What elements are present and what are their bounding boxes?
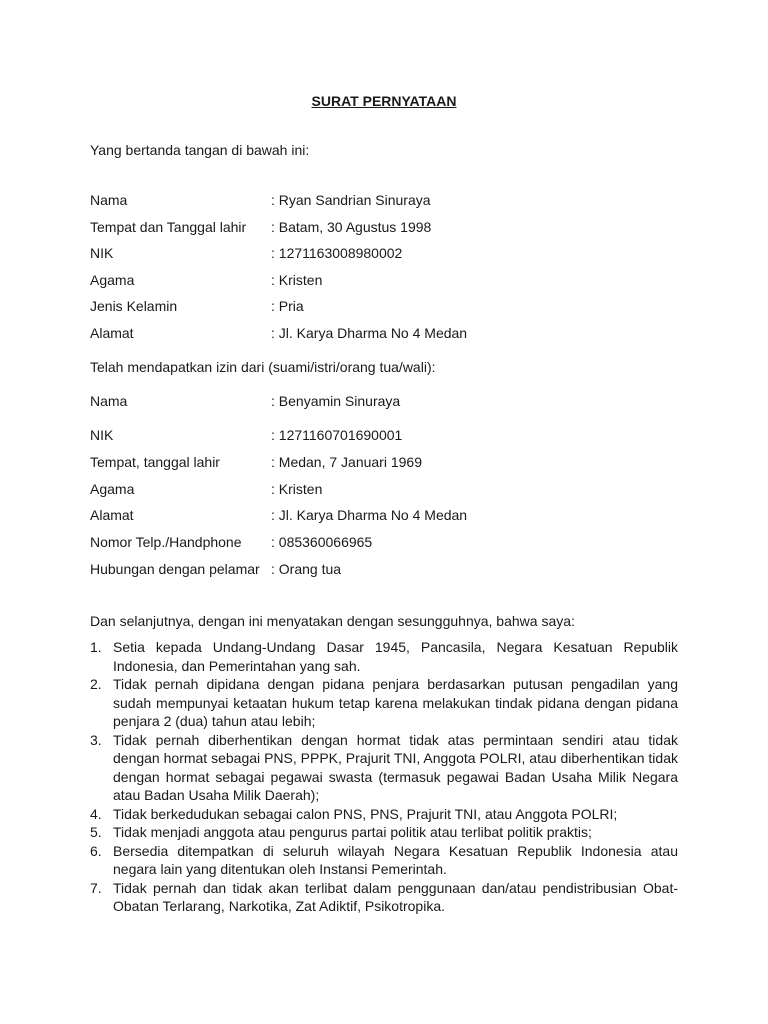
list-text: Setia kepada Undang-Undang Dasar 1945, Pancasila, Negara Kesatuan Republik Indonesia, dan Pemerintahan yang sah. — [113, 639, 678, 674]
list-number: 4. — [90, 805, 102, 822]
list-number: 7. — [90, 879, 102, 896]
list-item — [90, 842, 678, 879]
field-label: Alamat — [90, 325, 134, 341]
applicant-row-nama — [90, 191, 431, 209]
field-label: Tempat, tanggal lahir — [90, 454, 220, 470]
field-label: Agama — [90, 481, 135, 497]
field-label: Nama — [90, 393, 128, 409]
list-item — [90, 638, 678, 675]
field-label: Tempat dan Tanggal lahir — [90, 219, 247, 235]
document-title: SURAT PERNYATAAN — [311, 93, 457, 109]
field-value: : Orang tua — [271, 561, 342, 577]
field-value: : 1271163008980002 — [271, 245, 403, 261]
list-number: 1. — [90, 639, 102, 655]
list-item — [90, 805, 678, 824]
list-text: Tidak pernah dipidana dengan pidana penjara berdasarkan putusan pengadilan yang sudah mempunyai ketaatan hukum tetap karena melakukan tindak pidana dengan pidana penjara 2 (dua) tahun atau lebih; — [113, 676, 678, 729]
permission-intro: Telah mendapatkan izin dari (suami/istri/orang tua/wali): — [90, 359, 436, 375]
guardian-row-ttl — [90, 453, 422, 471]
applicant-row-jenis-kelamin — [90, 297, 304, 315]
list-item — [90, 879, 678, 916]
guardian-row-telp — [90, 533, 372, 551]
statement-intro: Dan selanjutnya, dengan ini menyatakan dengan sesungguhnya, bahwa saya: — [90, 613, 575, 629]
guardian-row-alamat — [90, 506, 467, 524]
field-label: Nama — [90, 192, 128, 208]
applicant-row-agama — [90, 271, 322, 289]
field-value: : Batam, 30 Agustus 1998 — [271, 219, 432, 235]
field-value: : Medan, 7 Januari 1969 — [271, 454, 422, 470]
list-number: 5. — [90, 824, 102, 840]
applicant-row-nik — [90, 244, 402, 262]
field-value: : Kristen — [271, 481, 323, 497]
field-value: : Jl. Karya Dharma No 4 Medan — [271, 325, 468, 341]
list-number: 3. — [90, 731, 102, 748]
field-label: NIK — [90, 245, 114, 261]
intro-text: Yang bertanda tangan di bawah ini: — [90, 142, 310, 158]
list-text: Tidak berkedudukan sebagai calon PNS, PNS, Prajurit TNI, atau Anggota POLRI; — [113, 805, 618, 822]
field-value: : Kristen — [271, 272, 323, 288]
list-text: Tidak menjadi anggota atau pengurus partai politik atau terlibat politik praktis; — [113, 824, 592, 840]
field-value: : Ryan Sandrian Sinuraya — [271, 192, 431, 208]
guardian-row-agama — [90, 480, 322, 498]
field-value: : Jl. Karya Dharma No 4 Medan — [271, 507, 468, 523]
list-text: Tidak pernah diberhentikan dengan hormat tidak atas permintaan sendiri atau tidak dengan hormat sebagai PNS, PPPK, Prajurit TNI, Anggota POLRI, atau diberhentikan tidak dengan hormat sebagai pegawai swasta (termasuk pegawai Badan Usaha Milik Negara atau Badan Usaha Milik Daerah); — [113, 731, 678, 803]
field-value: : 085360066965 — [271, 534, 373, 550]
field-label: NIK — [90, 427, 114, 443]
applicant-row-ttl — [90, 218, 431, 236]
field-label: Agama — [90, 272, 135, 288]
list-text: Bersedia ditempatkan di seluruh wilayah Negara Kesatuan Republik Indonesia atau negara lain yang ditentukan oleh Instansi Pemerintah. — [113, 842, 678, 877]
field-value: : Benyamin Sinuraya — [271, 393, 401, 409]
list-text: Tidak pernah dan tidak akan terlibat dalam penggunaan dan/atau pendistribusian Obat-Obatan Terlarang, Narkotika, Zat Adiktif, Psikotropika. — [113, 879, 678, 914]
list-number: 6. — [90, 842, 102, 859]
field-value: : Pria — [271, 298, 304, 314]
field-label: Hubungan dengan pelamar — [90, 561, 260, 577]
list-number: 2. — [90, 676, 102, 692]
field-label: Jenis Kelamin — [90, 298, 178, 314]
field-value: : 1271160701690001 — [271, 427, 403, 443]
list-item — [90, 731, 678, 805]
guardian-row-hubungan — [90, 560, 341, 578]
statement-list — [90, 638, 678, 916]
field-label: Alamat — [90, 507, 134, 523]
list-item — [90, 675, 678, 731]
list-item — [90, 823, 678, 842]
guardian-row-nik — [90, 426, 402, 444]
guardian-row-nama — [90, 392, 400, 410]
field-label: Nomor Telp./Handphone — [90, 534, 242, 550]
applicant-row-alamat — [90, 324, 467, 342]
